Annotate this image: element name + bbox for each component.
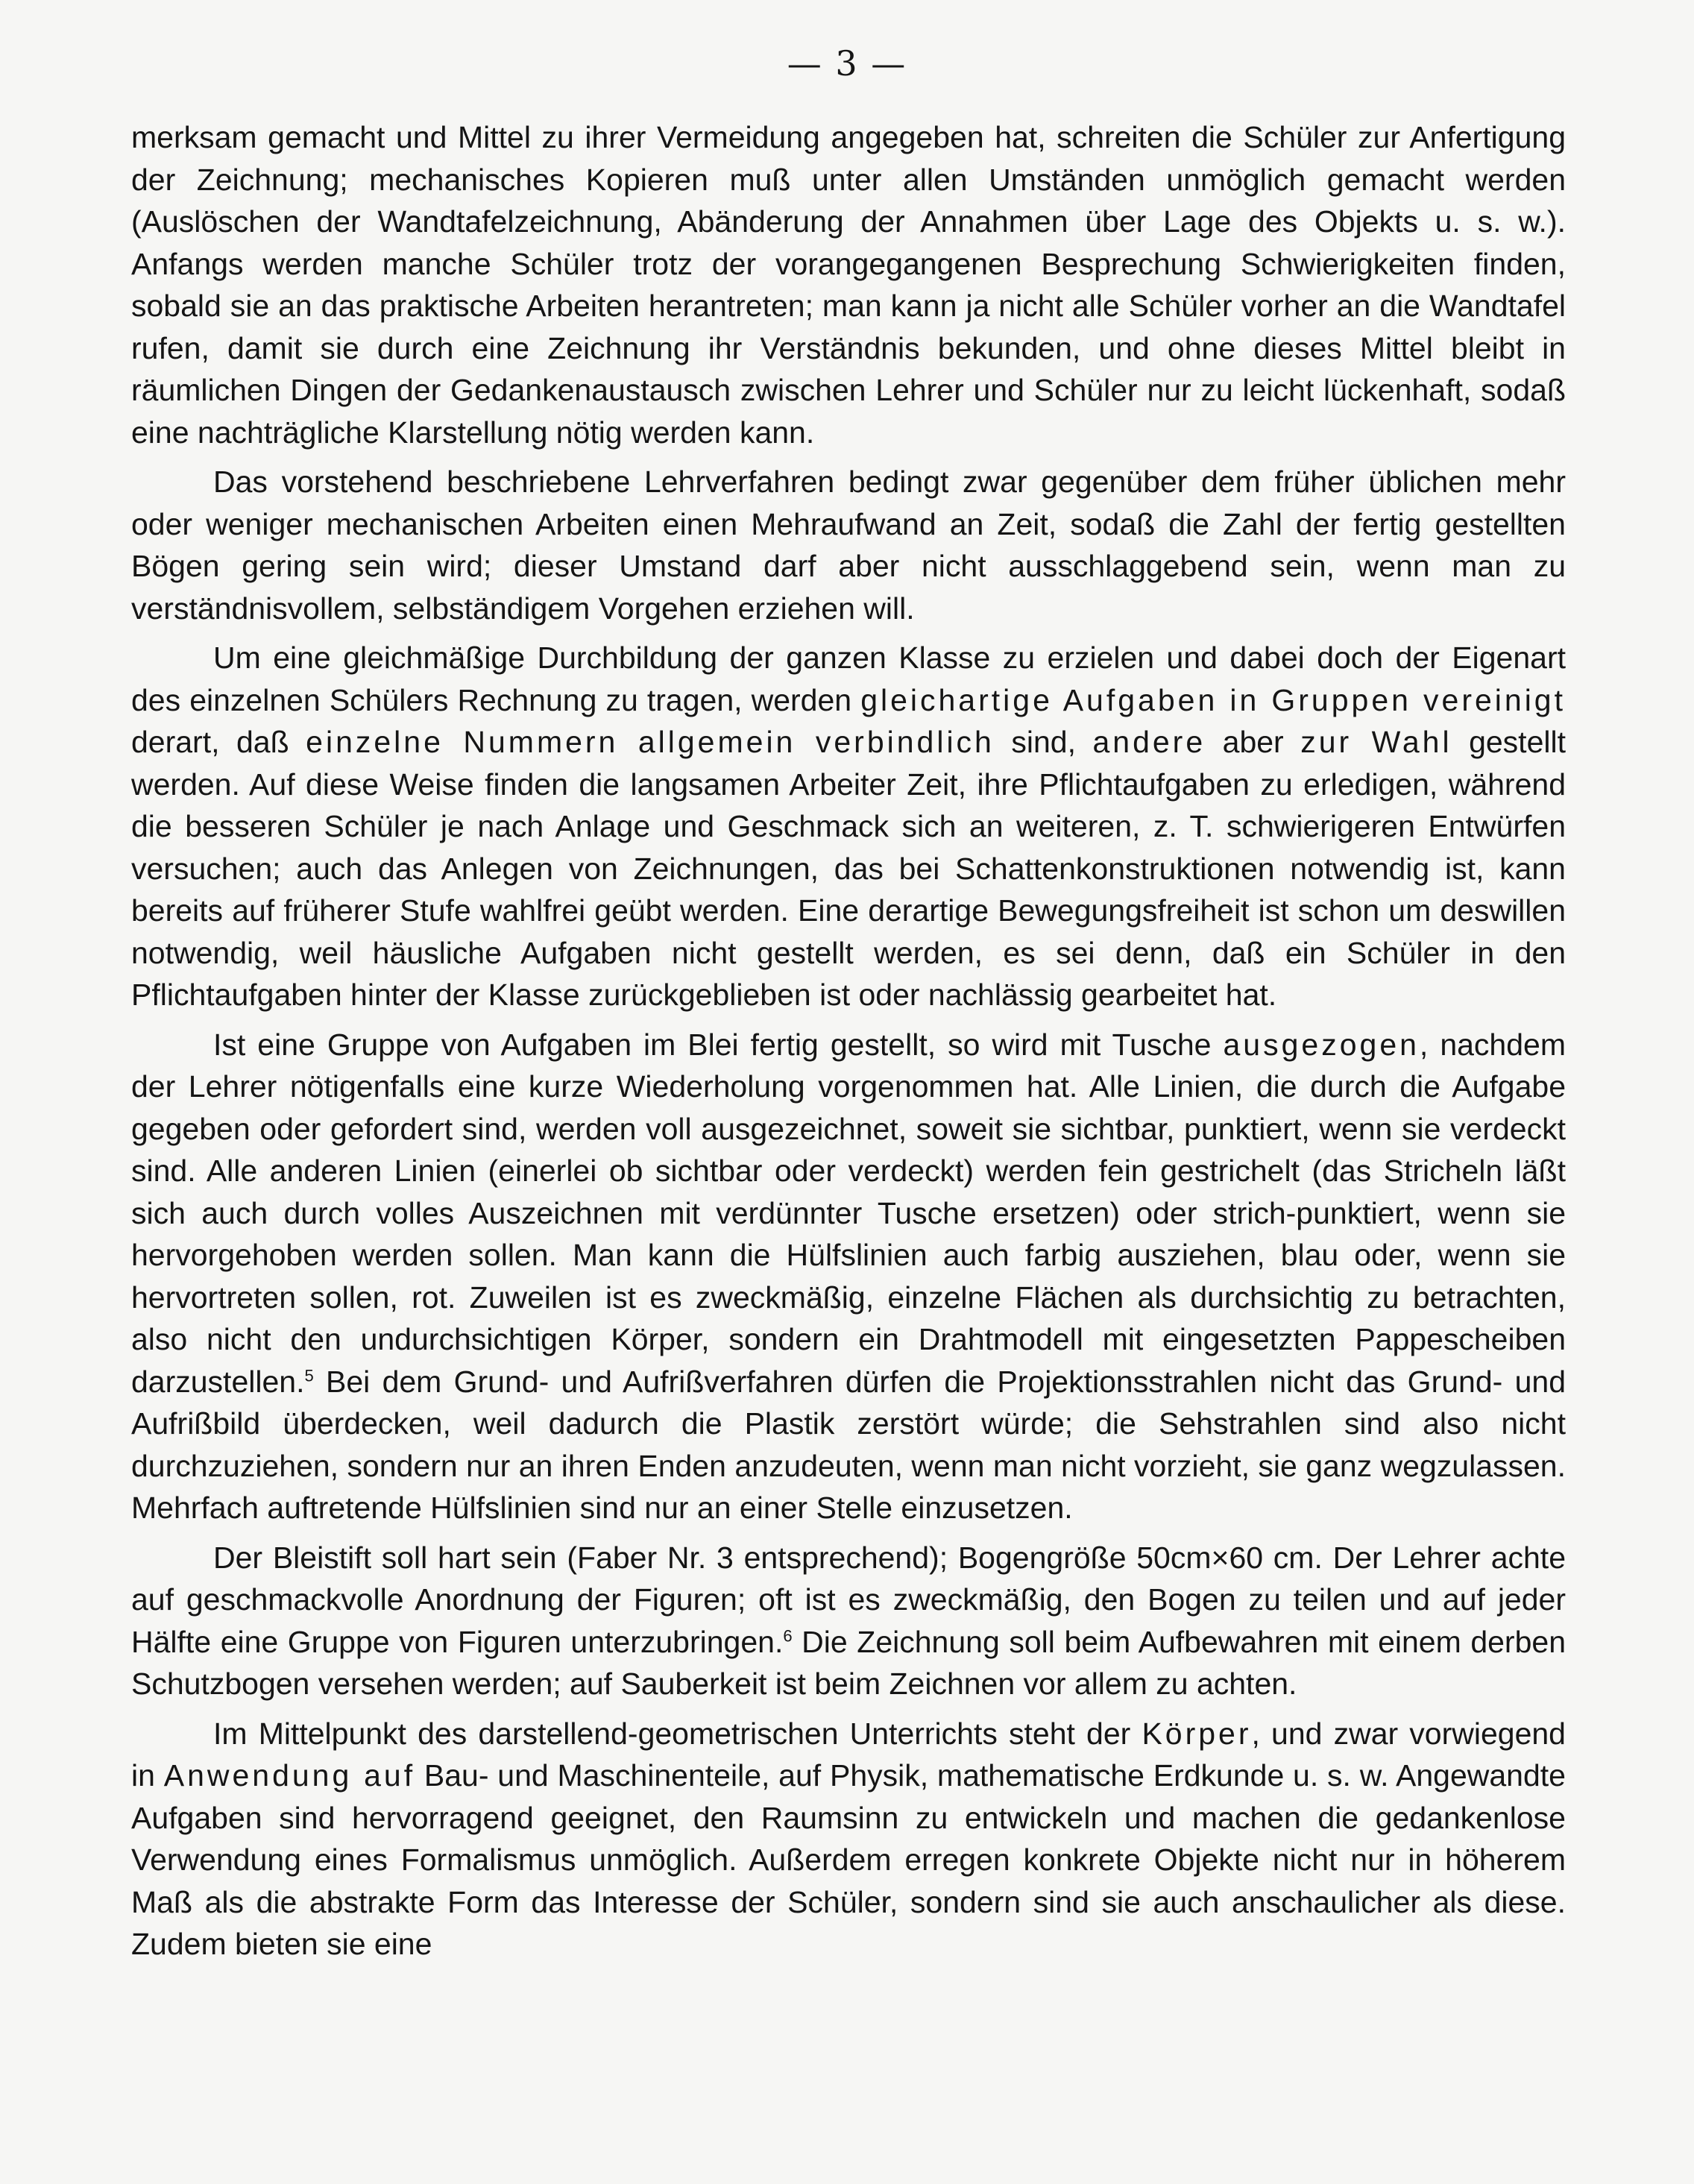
- text-segment: Die Zeichnung soll beim Aufbewahren mit einem derben Schutzbogen versehen werden; auf Sauberkeit ist beim Zeichnen vor allem zu achten.: [131, 1624, 1566, 1701]
- spaced-emphasis: andere: [1092, 725, 1206, 759]
- paragraph-6: [131, 1713, 1566, 1966]
- text-segment: , nachdem der Lehrer nötigenfalls eine kurze Wiederholung vorgenommen hat. Alle Linien, die durch die Aufgabe gegeben oder gefordert sind, werden voll ausgezeichnet, soweit sie sichtbar, punktiert, wenn sie verdeckt sind. Alle anderen Linien (einerlei ob sichtbar oder verdeckt) werden fein gestrichelt (das Stricheln läßt sich auch durch volles Auszeichnen mit verdünnter Tusche ersetzen) oder strich-punktiert, wenn sie hervorgehoben werden sollen. Man kann die Hülfslinien auch farbig ausziehen, blau oder, wenn sie hervortreten sollen, rot. Zuweilen ist es zweckmäßig, einzelne Flächen als durchsichtig zu betrachten, also nicht den undurchsichtigen Körper, sondern ein Drahtmodell mit eingesetzten Pappescheiben darzustellen.: [131, 1027, 1566, 1399]
- paragraph-4: [131, 1024, 1566, 1529]
- text-segment: Bau- und Maschinenteile, auf Physik, mathematische Erdkunde u. s. w. Angewandte Aufgaben sind hervorragend geeignet, den Raumsinn zu entwickeln und machen die gedankenlose Verwendung eines Formalismus unmöglich. Außerdem erregen konkrete Objekte nicht nur in höherem Maß als die abstrakte Form das Interesse der Schüler, sondern sind sie auch anschaulicher als diese. Zudem bieten sie eine: [131, 1758, 1566, 1961]
- text-segment: Ist eine Gruppe von Aufgaben im Blei fertig gestellt, so wird mit Tusche: [213, 1027, 1224, 1062]
- text-segment: Das vorstehend beschriebene Lehrverfahren bedingt zwar gegenüber dem früher üblichen mehr oder weniger mechanischen Arbeiten einen Mehraufwand an Zeit, sodaß die Zahl der fertig gestellten Bögen gering sein wird; dieser Umstand darf aber nicht ausschlaggebend sein, wenn man zu verständnisvollem, selbständigem Vorgehen erziehen will.: [131, 465, 1566, 626]
- text-segment: merksam gemacht und Mittel zu ihrer Vermeidung angegeben hat, schreiten die Schüler zur Anfertigung der Zeichnung; mechanisches Kopieren muß unter allen Umständen unmöglich gemacht werden (Auslöschen der Wandtafelzeichnung, Abänderung der Annahmen über Lage des Objekts u. s. w.). Anfangs werden manche Schüler trotz der vorangegangenen Besprechung Schwierigkeiten finden, sobald sie an das praktische Arbeiten herantreten; man kann ja nicht alle Schüler vorher an die Wandtafel rufen, damit sie durch eine Zeichnung ihr Verständnis bekunden, und ohne dieses Mittel bleibt in räumlichen Dingen der Gedankenaustausch zwischen Lehrer und Schüler nur zu leicht lückenhaft, sodaß eine nachträgliche Klarstellung nötig werden kann.: [131, 120, 1566, 450]
- text-segment: derart, daß: [131, 725, 306, 759]
- spaced-emphasis: Körper: [1142, 1716, 1252, 1751]
- spaced-emphasis: gleichartige Aufgaben in Gruppen vereinigt: [860, 682, 1566, 717]
- text-segment: , und zwar vorwiegend in: [131, 1716, 1566, 1793]
- text-segment: aber: [1206, 725, 1301, 759]
- text-segment: Im Mittelpunkt des darstellend-geometrischen Unterrichts steht der: [213, 1716, 1142, 1751]
- spaced-emphasis: einzelne Nummern allgemein verbindlich: [306, 725, 995, 759]
- paragraph-1: [131, 116, 1566, 453]
- paragraph-3: [131, 637, 1566, 1016]
- text-segment: Bei dem Grund- und Aufrißverfahren dürfen die Projektionsstrahlen nicht das Grund- und Aufrißbild überdecken, weil dadurch die Plastik zerstört würde; die Sehstrahlen sind also nicht durchzuziehen, sondern nur an ihren Enden anzudeuten, wenn man nicht vorzieht, sie ganz wegzulassen. Mehrfach auftretende Hülfslinien sind nur an einer Stelle einzusetzen.: [131, 1364, 1566, 1525]
- text-segment: sind,: [994, 725, 1093, 759]
- text-segment: gestellt werden. Auf diese Weise finden die langsamen Arbeiter Zeit, ihre Pflichtaufgaben zu erledigen, während die besseren Schüler je nach Anlage und Geschmack sich an weiteren, z. T. schwierigeren Entwürfen versuchen; auch das Anlegen von Zeichnungen, das bei Schattenkonstruktionen notwendig ist, kann bereits auf früherer Stufe wahlfrei geübt werden. Eine derartige Bewegungsfreiheit ist schon um deswillen notwendig, weil häusliche Aufgaben nicht gestellt werden, es sei denn, daß ein Schüler in den Pflichtaufgaben hinter der Klasse zurückgeblieben ist oder nachlässig gearbeitet hat.: [131, 725, 1566, 1012]
- text-segment: Um eine gleichmäßige Durchbildung der ganzen Klasse zu erzielen und dabei doch der Eigenart des einzelnen Schülers Rechnung zu tragen, werden: [131, 641, 1566, 717]
- spaced-emphasis: zur Wahl: [1300, 725, 1452, 759]
- spaced-emphasis: ausgezogen: [1223, 1027, 1420, 1062]
- page-number: — 3 —: [787, 43, 907, 84]
- paragraph-2: [131, 461, 1566, 629]
- spaced-emphasis: Anwendung auf: [163, 1758, 416, 1793]
- paragraph-5: [131, 1537, 1566, 1705]
- footnote-marker: 5: [304, 1365, 314, 1385]
- footnote-marker: 6: [783, 1626, 793, 1645]
- body-text: [131, 116, 1566, 1966]
- text-segment: Der Bleistift soll hart sein (Faber Nr. 3 entsprechend); Bogengröße 50cm×60 cm. Der Lehrer achte auf geschmackvolle Anordnung der Figuren; oft ist es zweckmäßig, den Bogen zu teilen und auf jeder Hälfte eine Gruppe von Figuren unterzubringen.: [131, 1540, 1566, 1659]
